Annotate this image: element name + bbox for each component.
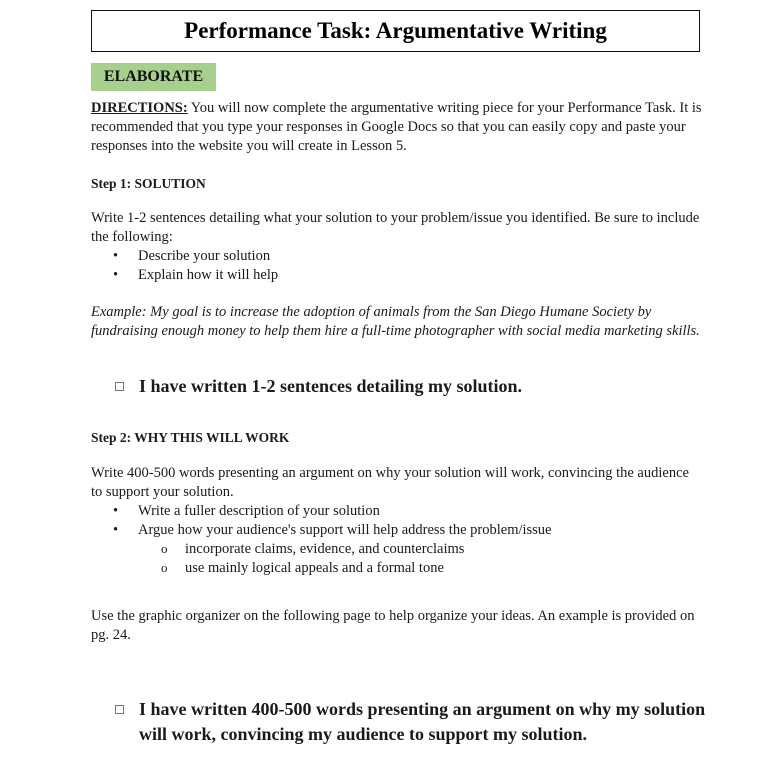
step1-bullet-list bbox=[91, 247, 703, 285]
checkbox-icon[interactable] bbox=[115, 705, 124, 714]
list-item: • Write a fuller description of your solution bbox=[91, 502, 703, 521]
step1-heading: Step 1: SOLUTION bbox=[91, 176, 206, 191]
sub-list-item: o use mainly logical appeals and a formal tone bbox=[91, 559, 703, 578]
step2-checklist-label: I have written 400-500 words presenting an argument on why my solution will work, convincing my audience to support my solution. bbox=[139, 699, 706, 744]
step2-heading: Step 2: WHY THIS WILL WORK bbox=[91, 430, 290, 445]
step2-organizer-note: Use the graphic organizer on the following page to help organize your ideas. An example is provided on pg. 24. bbox=[91, 608, 695, 643]
sub-list-item: o incorporate claims, evidence, and counterclaims bbox=[91, 540, 703, 559]
directions-paragraph bbox=[91, 99, 703, 156]
directions-label: DIRECTIONS: bbox=[91, 100, 188, 116]
step1-intro: Write 1-2 sentences detailing what your solution to your problem/issue you identified. Be sure to include the following: bbox=[91, 210, 700, 245]
step2-bullet-list bbox=[91, 502, 703, 578]
elaborate-badge: ELABORATE bbox=[91, 63, 216, 91]
step2-intro: Write 400-500 words presenting an argument on why your solution will work, convincing the audience to support your solution. bbox=[91, 465, 689, 500]
step2-checklist-item bbox=[115, 697, 729, 747]
checkbox-icon[interactable] bbox=[115, 382, 124, 391]
step1-checklist-item bbox=[115, 374, 729, 399]
step1-checklist-label: I have written 1-2 sentences detailing my solution. bbox=[139, 376, 522, 396]
list-item: • Describe your solution bbox=[91, 247, 703, 266]
page-title: Performance Task: Argumentative Writing bbox=[91, 10, 700, 52]
directions-text: You will now complete the argumentative writing piece for your Performance Task. It is recommended that you type your responses in Google Docs so that you can easily copy and paste your responses into the website you will create in Lesson 5. bbox=[91, 100, 702, 154]
list-item: • Explain how it will help bbox=[91, 266, 703, 285]
step1-example: Example: My goal is to increase the adoption of animals from the San Diego Humane Society by fundraising enough money to help them hire a full-time photographer with social media marketing skills. bbox=[91, 304, 700, 339]
list-item: • Argue how your audience's support will help address the problem/issue bbox=[91, 521, 703, 540]
